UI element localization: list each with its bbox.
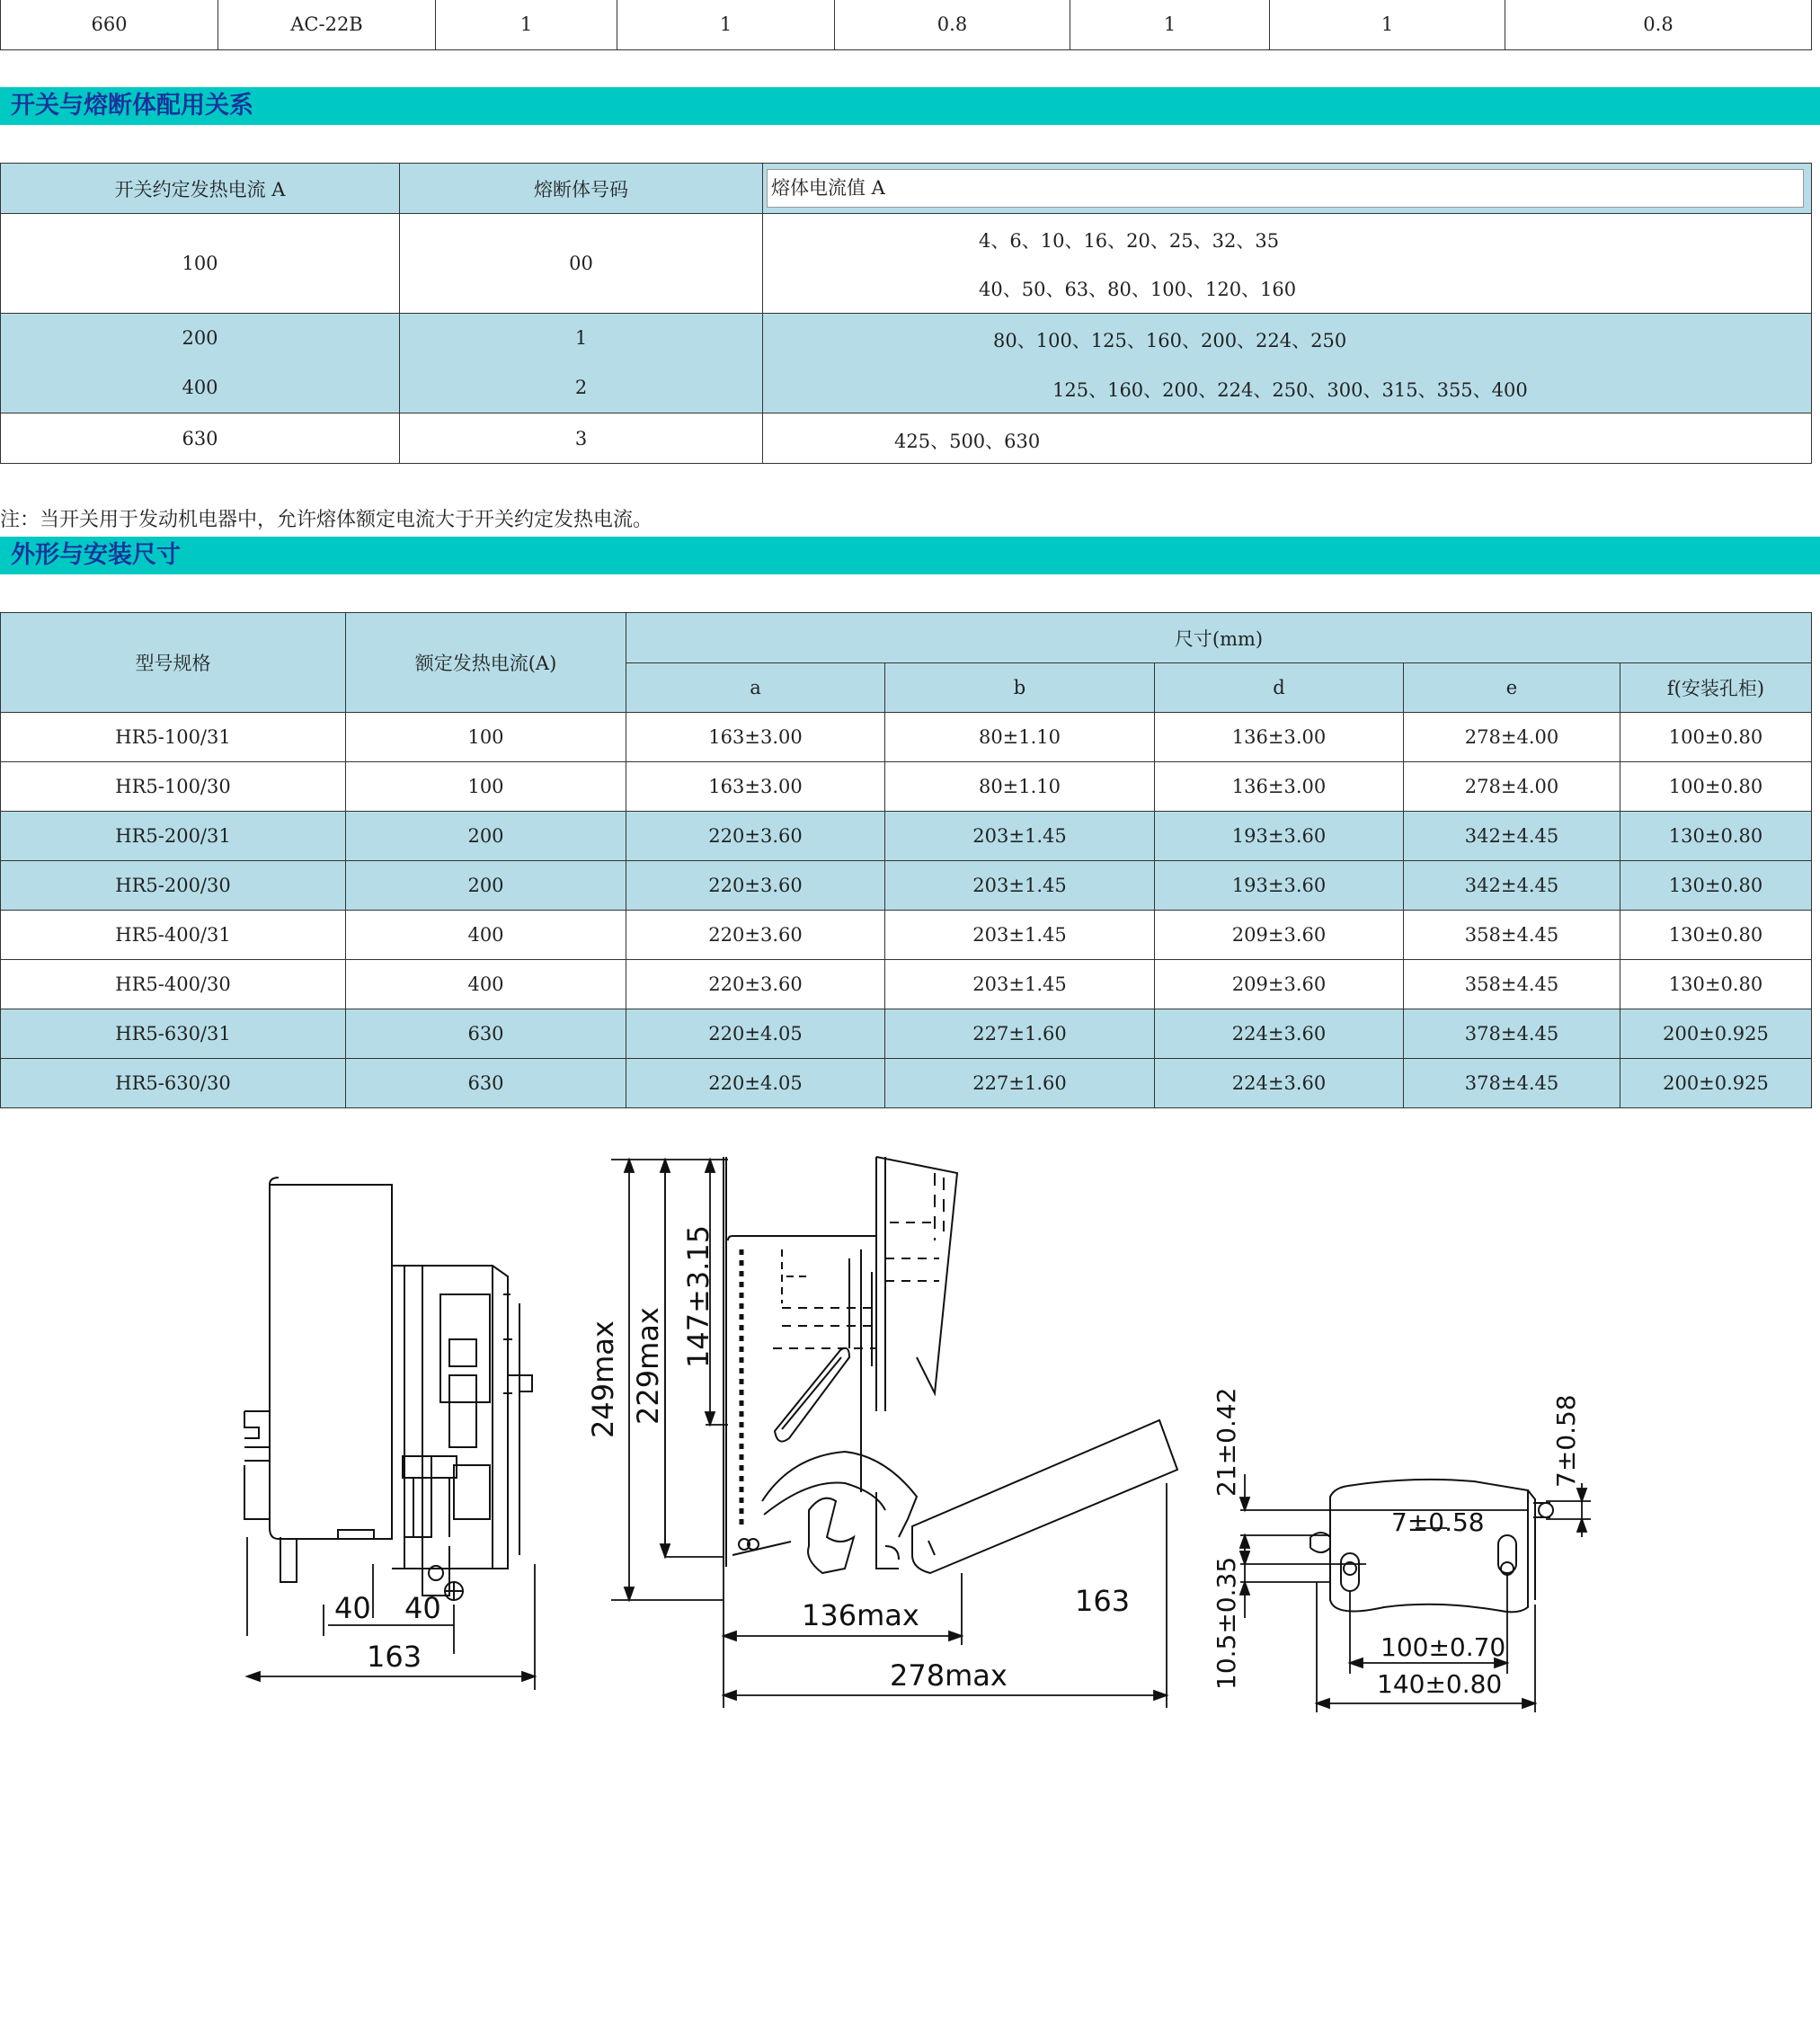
cell: HR5-100/30 [1,762,346,812]
cell: 227±1.60 [885,1059,1155,1108]
cell: 630 [1,413,400,464]
mount-dim-h1: 7±0.58 [1391,1507,1485,1537]
table-row [1,214,1812,314]
header-cell: 尺寸(mm) [626,613,1812,663]
fuse-values-line: 125、160、200、224、250、300、315、355、400 [1052,379,1528,401]
table-row [1,713,1812,762]
cell: 220±4.05 [626,1059,885,1108]
side-dim-h2: 229max [631,1307,665,1425]
table-row [1,1059,1812,1108]
cell [1,314,400,413]
cell: HR5-100/31 [1,713,346,762]
cell: 200 [346,812,626,861]
cell: HR5-200/30 [1,861,346,911]
cell: HR5-400/30 [1,960,346,1009]
note-text: 注：当开关用于发动机电器中，允许熔体额定电流大于开关约定发热电流。 [0,509,653,531]
mount-dim-h3: 140±0.80 [1377,1669,1503,1699]
cell: 100 [346,762,626,812]
fuse-values-line: 40、50、63、80、100、120、160 [979,279,1297,300]
top-spec-row-table [0,0,1812,50]
cell: 220±4.05 [626,1009,885,1059]
cell: 378±4.45 [1404,1009,1620,1059]
cell: 278±4.00 [1404,762,1620,812]
fuse-values-line: 80、100、125、160、200、224、250 [993,330,1347,351]
header-cell: 熔断体号码 [400,164,763,214]
cell: 80±1.10 [885,713,1155,762]
cell: 660 [1,0,218,50]
cell: 100 [346,713,626,762]
cell-fuse-values [763,314,1812,413]
header-cell: f(安装孔柜) [1620,663,1812,713]
cell: HR5-630/30 [1,1059,346,1108]
cell: 0.8 [1505,0,1812,50]
cell: 130±0.80 [1620,812,1812,861]
mounting-plate-drawing [1310,1480,1553,1612]
mount-dim-v2: 10.5±0.35 [1212,1556,1241,1690]
header-label: 熔体电流值 A [767,169,1804,208]
cell: HR5-400/31 [1,911,346,960]
cell: 0.8 [835,0,1070,50]
table-row [1,861,1812,911]
mount-dim-h2: 100±0.70 [1381,1632,1506,1662]
cell: 203±1.45 [885,861,1155,911]
mount-dim-v1: 21±0.42 [1212,1387,1241,1497]
cell: 224±3.60 [1155,1009,1404,1059]
cell: HR5-630/31 [1,1009,346,1059]
header-cell: d [1155,663,1404,713]
cell: 209±3.60 [1155,911,1404,960]
cell: 203±1.45 [885,960,1155,1009]
table-row [1,0,1812,50]
table-row [1,960,1812,1009]
cell: 00 [400,214,763,314]
header-cell: 开关约定发热电流 A [1,164,400,214]
cell: 342±4.45 [1404,861,1620,911]
front-dim-2: 40 [404,1591,441,1625]
cell-fuse-values [763,413,1812,464]
cell: 130±0.80 [1620,861,1812,911]
cell: 136±3.00 [1155,713,1404,762]
side-dim-w3: 163 [1075,1584,1131,1618]
header-cell: a [626,663,885,713]
cell: 200 [346,861,626,911]
cell: 378±4.45 [1404,1059,1620,1108]
dimension-table [0,612,1812,1108]
cell: 200±0.925 [1620,1009,1812,1059]
cell: 80±1.10 [885,762,1155,812]
cell: 220±3.60 [626,911,885,960]
cell: 358±4.45 [1404,960,1620,1009]
mount-dim-v3: 7±0.58 [1551,1394,1581,1488]
cell: 220±3.60 [626,960,885,1009]
cell: 630 [346,1009,626,1059]
table-row [1,314,1812,413]
cell-line: 400 [182,377,218,398]
cell: 130±0.80 [1620,960,1812,1009]
header-cell: e [1404,663,1620,713]
front-dim-1: 40 [334,1591,371,1625]
cell: 224±3.60 [1155,1059,1404,1108]
cell: 358±4.45 [1404,911,1620,960]
cell: 163±3.00 [626,762,885,812]
fuse-table [0,163,1812,464]
fuse-values-line: 4、6、10、16、20、25、32、35 [979,230,1280,252]
cell: 400 [346,911,626,960]
cell-line: 200 [182,327,218,349]
header-cell-fuse-value [763,164,1812,214]
side-view-drawing [724,1157,1177,1573]
table-header-row [1,613,1812,663]
cell: AC-22B [218,0,436,50]
cell: 100 [1,214,400,314]
header-cell: 型号规格 [1,613,346,713]
cell: 1 [436,0,617,50]
cell: 136±3.00 [1155,762,1404,812]
side-dim-h1: 249max [586,1320,620,1438]
cell: 100±0.80 [1620,762,1812,812]
section-title-fuse: 开关与熔断体配用关系 [0,87,1820,125]
header-cell: 额定发热电流(A) [346,613,626,713]
cell: 200±0.925 [1620,1059,1812,1108]
cell: 3 [400,413,763,464]
table-row [1,812,1812,861]
cell: 203±1.45 [885,911,1155,960]
table-row [1,1009,1812,1059]
cell: 130±0.80 [1620,911,1812,960]
table-header-row [1,164,1812,214]
side-dim-w2: 278max [890,1658,1008,1693]
side-dim-w1: 136max [802,1598,919,1632]
header-cell: b [885,663,1155,713]
cell-line: 1 [574,327,588,349]
cell [400,314,763,413]
cell-fuse-values [763,214,1812,314]
cell: 220±3.60 [626,812,885,861]
cell: 630 [346,1059,626,1108]
cell: 278±4.00 [1404,713,1620,762]
cell: 400 [346,960,626,1009]
fuse-values-line: 425、500、630 [894,431,1041,452]
cell: 193±3.60 [1155,861,1404,911]
cell: 163±3.00 [626,713,885,762]
cell: 100±0.80 [1620,713,1812,762]
table-row [1,413,1812,464]
side-dim-h3: 147±3.15 [681,1224,715,1368]
table-row [1,762,1812,812]
dimension-drawing [0,1115,1820,2014]
front-view-drawing [244,1178,532,1600]
cell: 1 [1070,0,1270,50]
front-width-label: 163 [367,1640,422,1674]
cell: 220±3.60 [626,861,885,911]
cell: 227±1.60 [885,1009,1155,1059]
cell: 203±1.45 [885,812,1155,861]
section-title-dimensions: 外形与安装尺寸 [0,537,1820,574]
cell: 193±3.60 [1155,812,1404,861]
cell: HR5-200/31 [1,812,346,861]
cell: 1 [1270,0,1505,50]
cell-line: 2 [574,377,588,398]
table-row [1,911,1812,960]
cell: 209±3.60 [1155,960,1404,1009]
cell: 1 [617,0,835,50]
cell: 342±4.45 [1404,812,1620,861]
